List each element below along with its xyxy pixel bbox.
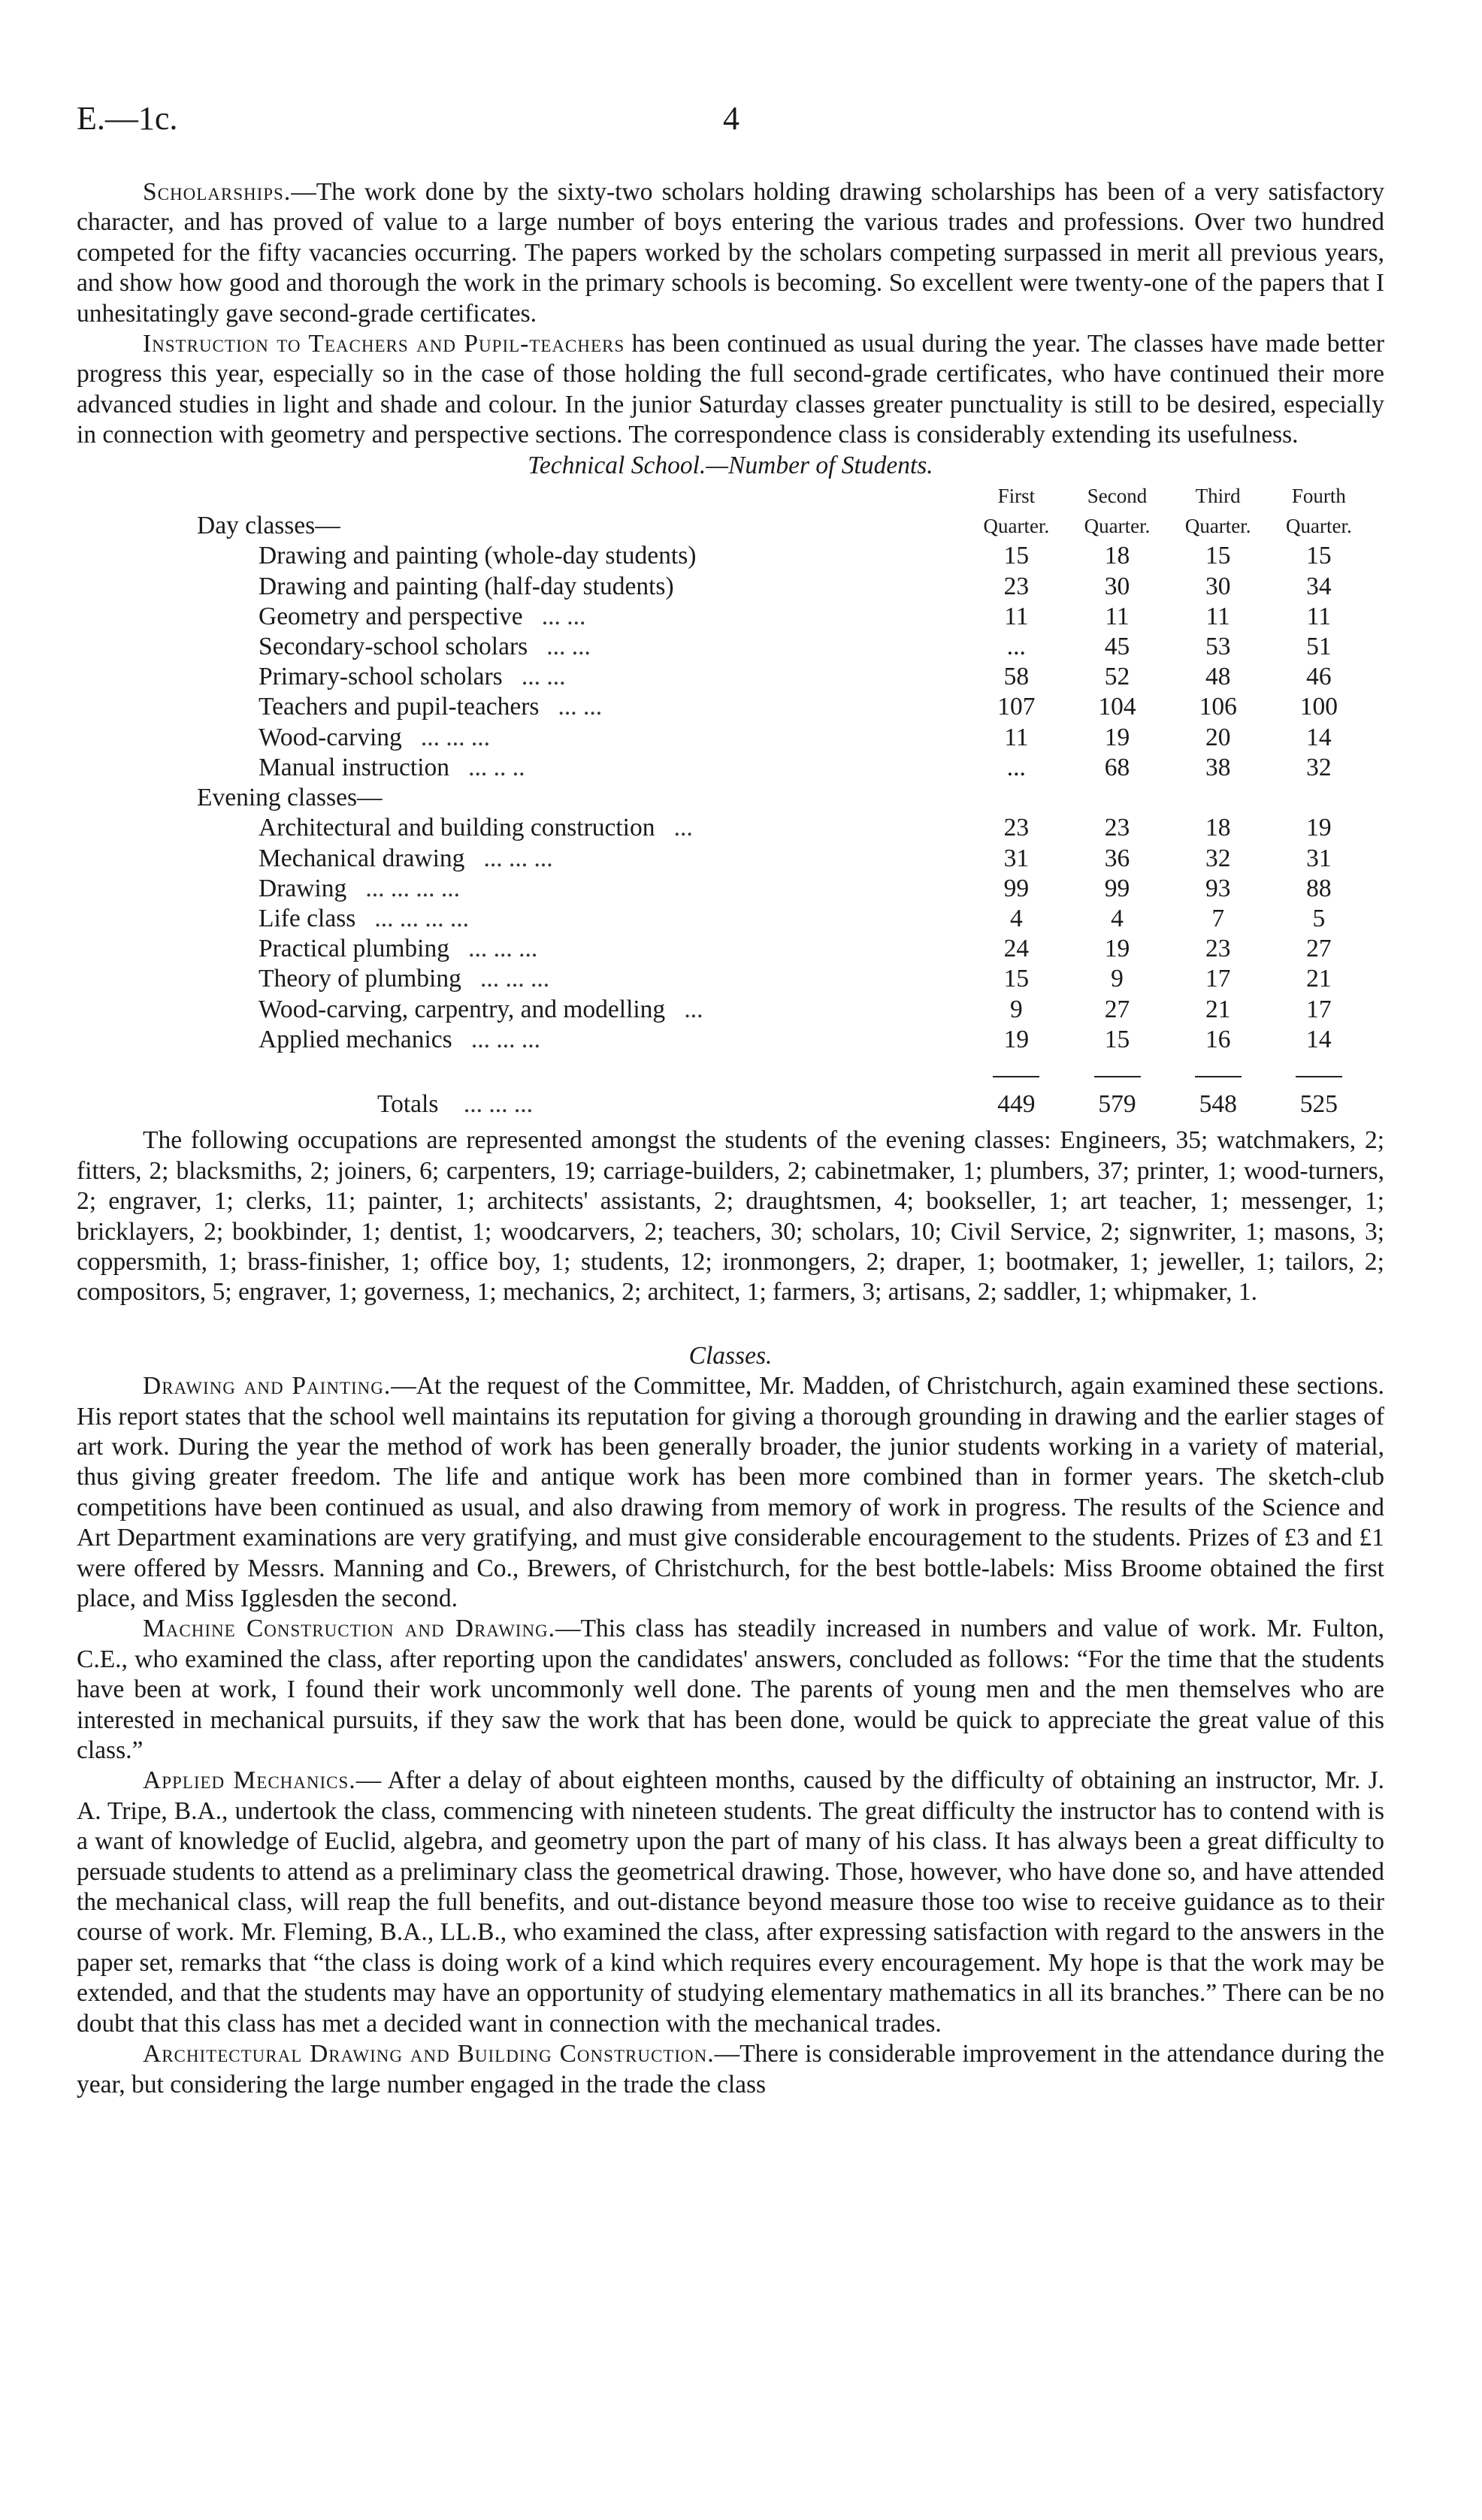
- value-cell: 88: [1306, 874, 1332, 902]
- applied-mechanics-text: — After a delay of about eighteen months, caused by the difficulty of obtaining an instructor, Mr. J. A. Tripe, B.A., undertook the class, commencing with nineteen students. The great difficulty the instructor has to contend with is a want of knowledge of Euclid, algebra, and geometry upon the part of many of his class. It has always been a great difficulty to persuade students to attend as a preliminary class the geometrical drawing. Those, however, who have done so, and have attended the mechanical class, will reap the full benefits, and out-distance beyond measure those too wise to receive guidance as to their course of work. Mr. Fleming, B.A., LL.B., who examined the class, after expressing satisfaction with regard to the answers in the paper set, remarks that “the class is doing work of a kind which requires every encouragement. My hope is that the work may be extended, and that the students may have an opportunity of studying elementary mathematics in all its branches.” There can be no doubt that this class has met a decided want in connection with the mechanical trades.: [77, 1766, 1384, 2038]
- value-cell: ...: [1006, 633, 1026, 661]
- value-cell: 20: [1205, 723, 1231, 751]
- value-cell: 51: [1306, 633, 1332, 661]
- body-text: [77, 177, 1384, 2100]
- scholarships-paragraph: [77, 177, 1384, 329]
- value-cell: 31: [1306, 844, 1332, 872]
- quarter-header-line1: Third: [1195, 485, 1241, 508]
- value-cell: 4: [1111, 904, 1124, 932]
- leader-dots: ... ... ...: [420, 723, 491, 751]
- applied-mechanics-paragraph: [77, 1766, 1384, 2039]
- row-label-text: Mechanical drawing: [259, 844, 465, 872]
- row-label: [197, 632, 966, 662]
- value-cell: 23: [1003, 572, 1030, 600]
- table-row: [197, 602, 1369, 632]
- evening-classes-heading: Evening classes—: [197, 784, 383, 812]
- table-row: [197, 692, 1369, 722]
- value-cell: 27: [1306, 935, 1332, 963]
- row-label-text: Drawing and painting (half-day students): [259, 572, 674, 600]
- table-title: Technical School.—Number of Students.: [528, 451, 933, 479]
- scholarships-text: —The work done by the sixty-two scholars holding drawing scholarships has been of a very satisfactory character, and has proved of value to a large number of boys entering the various trades and professions. Over two hundred competed for the fifty vacancies occurring. The papers worked by the scholars competing surpassed in merit all previous years, and show how good and thorough the work in the primary schools is becoming. So excellent were twenty-one of the papers that I unhesitatingly gave second-grade certificates.: [77, 178, 1384, 328]
- table-row: [197, 572, 1369, 602]
- table-row: [197, 964, 1369, 994]
- value-cell: 31: [1003, 844, 1030, 872]
- value-cell: 18: [1104, 542, 1130, 570]
- leader-dots: ... ... ...: [483, 844, 553, 872]
- quarter-header-line2: Quarter.: [1084, 515, 1151, 538]
- value-cell: 30: [1104, 572, 1130, 600]
- value-cell: 32: [1306, 753, 1332, 781]
- value-cell: 52: [1104, 663, 1130, 691]
- totals-row: [197, 1085, 1369, 1119]
- machine-heading: Machine Construction and Drawing.: [143, 1615, 556, 1643]
- occupations-paragraph: The following occupations are represented amongst the students of the evening classes: Engineers, 35; watchmakers, 2; fitters, 2; blacksmiths, 2; joiners, 6; carpenters, 19; carriage-builders, 2; cabinetmaker, 1; plumbers, 37; printer, 1; wood-turners, 2; engraver, 1; clerks, 11; painter, 1; architects' assistants, 2; draughtsmen, 4; bookseller, 1; art teacher, 1; messenger, 1; bricklayers, 2; bookbinder, 1; dentist, 1; woodcarvers, 2; teachers, 30; scholars, 10; Civil Service, 2; signwriter, 1; masons, 3; coppersmith, 1; brass-finisher, 1; office boy, 1; students, 12; ironmongers, 2; draper, 1; bootmaker, 1; jeweller, 1; tailors, 2; compositors, 5; engraver, 1; governess, 1; mechanics, 2; architect, 1; farmers, 3; artisans, 2; saddler, 1; whipmaker, 1.: [77, 1126, 1384, 1307]
- row-label: [197, 813, 966, 843]
- rule-line: [1094, 1076, 1141, 1077]
- leader-dots: ...: [673, 814, 693, 842]
- quarter-header: [1168, 481, 1269, 541]
- instruction-text: has been continued as usual during the year. The classes have made better progress this year, especially so in the case of those holding the full second-grade certificates, who have continued their more advanced studies in light and shade and colour. In the junior Saturday classes greater punctuality is still to be desired, especially in connection with geometry and perspective sections. The correspondence class is considerably extending its usefulness.: [77, 330, 1384, 449]
- total-cell: 548: [1199, 1090, 1237, 1119]
- quarter-header: [1269, 481, 1369, 541]
- table-row: [197, 541, 1369, 571]
- quarter-header: [1066, 481, 1167, 541]
- value-cell: 30: [1205, 572, 1231, 600]
- row-label: [197, 904, 966, 934]
- evening-classes-rows: [197, 813, 1369, 1055]
- totals-dots: ... ... ...: [463, 1090, 534, 1119]
- value-cell: 17: [1306, 995, 1332, 1023]
- instruction-paragraph: [77, 329, 1384, 451]
- value-cell: 19: [1104, 723, 1130, 751]
- value-cell: 24: [1003, 935, 1030, 963]
- table-row: [197, 995, 1369, 1025]
- table-row: [197, 813, 1369, 843]
- value-cell: 23: [1104, 814, 1130, 842]
- architectural-text: —There is considerable improvement in the attendance during the year, but considering the large number engaged in the trade the class: [77, 2040, 1384, 2098]
- scholarships-heading: Scholarships.: [143, 178, 292, 206]
- total-cell: 525: [1299, 1090, 1338, 1119]
- page-number: 4: [723, 100, 739, 137]
- value-cell: 106: [1199, 693, 1237, 721]
- value-cell: 34: [1306, 572, 1332, 600]
- day-classes-rows: [197, 541, 1369, 783]
- row-label: [197, 662, 966, 692]
- value-cell: 11: [1306, 602, 1332, 630]
- row-label-text: Geometry and perspective: [259, 602, 523, 630]
- value-cell: 68: [1104, 753, 1130, 781]
- value-cell: 45: [1104, 633, 1130, 661]
- total-cell: 449: [997, 1090, 1036, 1119]
- document-reference: E.—1c.: [77, 100, 178, 137]
- leader-dots: ... ... ...: [470, 1025, 540, 1053]
- machine-paragraph: [77, 1614, 1384, 1766]
- value-cell: 16: [1205, 1025, 1231, 1053]
- row-label: [197, 874, 966, 904]
- row-label: [197, 934, 966, 964]
- row-label-text: Applied mechanics: [259, 1025, 452, 1053]
- value-cell: 23: [1003, 814, 1030, 842]
- row-label-text: Architectural and building construction: [259, 814, 655, 842]
- value-cell: 36: [1104, 844, 1130, 872]
- leader-dots: ... ... ...: [468, 935, 538, 963]
- table-row: [197, 1025, 1369, 1055]
- row-label-text: Primary-school scholars: [259, 663, 503, 691]
- value-cell: 19: [1306, 814, 1332, 842]
- value-cell: 11: [1205, 602, 1230, 630]
- leader-dots: ...: [684, 995, 703, 1023]
- leader-dots: ... ...: [541, 602, 586, 630]
- applied-mechanics-heading: Applied Mechanics.: [143, 1766, 356, 1795]
- value-cell: 18: [1205, 814, 1231, 842]
- row-label-text: Wood-carving, carpentry, and modelling: [259, 995, 666, 1023]
- day-classes-heading: Day classes—: [197, 512, 340, 540]
- value-cell: 93: [1205, 874, 1231, 902]
- instruction-heading: Instruction to Teachers and Pupil-teachers: [143, 330, 625, 358]
- evening-heading-row: [197, 783, 1369, 813]
- value-cell: 7: [1211, 904, 1225, 932]
- leader-dots: ... ...: [558, 693, 603, 721]
- architectural-heading: Architectural Drawing and Building Construction.: [143, 2040, 715, 2068]
- value-cell: 100: [1299, 693, 1338, 721]
- students-table: [197, 481, 1369, 1119]
- table-row: [197, 723, 1369, 753]
- row-label: [197, 602, 966, 632]
- value-cell: 53: [1205, 633, 1231, 661]
- value-cell: 15: [1306, 542, 1332, 570]
- table-row: [197, 632, 1369, 662]
- value-cell: 99: [1003, 874, 1030, 902]
- value-cell: 9: [1111, 965, 1124, 993]
- value-cell: 15: [1205, 542, 1231, 570]
- quarter-header-line2: Quarter.: [1286, 515, 1352, 538]
- value-cell: 19: [1003, 1025, 1030, 1053]
- row-label: [197, 723, 966, 753]
- quarter-header-line1: Fourth: [1291, 485, 1346, 508]
- value-cell: 15: [1003, 965, 1030, 993]
- architectural-paragraph: [77, 2039, 1384, 2100]
- leader-dots: ... .. ..: [468, 753, 525, 781]
- quarter-header-line2: Quarter.: [983, 515, 1050, 538]
- value-cell: 23: [1205, 935, 1231, 963]
- value-cell: 27: [1104, 995, 1130, 1023]
- value-cell: 14: [1306, 1025, 1332, 1053]
- value-cell: 19: [1104, 935, 1130, 963]
- rule-line: [993, 1076, 1039, 1077]
- quarter-header: [966, 481, 1066, 541]
- rule-line: [1195, 1076, 1242, 1077]
- table-row: [197, 874, 1369, 904]
- leader-dots: ... ...: [546, 633, 591, 661]
- value-cell: 46: [1306, 663, 1332, 691]
- machine-text: —This class has steadily increased in numbers and value of work. Mr. Fulton, C.E., who examined the class, after reporting upon the candidates' answers, concluded as follows: “For the time that the students have been at work, I found their work uncommonly well done. The parents of young men and the men themselves who are interested in mechanical pursuits, if they saw the work that has been done, would be quick to appreciate the great value of this class.”: [77, 1615, 1384, 1765]
- value-cell: 48: [1205, 663, 1231, 691]
- quarter-header-line1: First: [997, 485, 1036, 508]
- value-cell: 11: [1004, 723, 1029, 751]
- table-row: [197, 844, 1369, 874]
- value-cell: 21: [1205, 995, 1231, 1023]
- value-cell: 38: [1205, 753, 1231, 781]
- value-cell: 11: [1004, 602, 1029, 630]
- leader-dots: ... ... ... ...: [374, 904, 470, 932]
- row-label-text: Life class: [259, 904, 356, 932]
- totals-label-text: Totals: [377, 1090, 439, 1119]
- value-cell: 9: [1009, 995, 1023, 1023]
- value-cell: 17: [1205, 965, 1231, 993]
- table-row: [197, 662, 1369, 692]
- table-row: [197, 753, 1369, 783]
- value-cell: ...: [1006, 753, 1026, 781]
- table-header-row: [197, 481, 1369, 541]
- drawing-painting-heading: Drawing and Painting.: [143, 1372, 392, 1401]
- value-cell: 58: [1003, 663, 1030, 691]
- drawing-painting-text: —At the request of the Committee, Mr. Madden, of Christchurch, again examined these sections. His report states that the school well maintains its reputation for giving a thorough grounding in drawing and the earlier stages of art work. During the year the method of work has been generally broader, the junior students working in a variety of material, thus giving greater freedom. The life and antique work has been more combined than in former years. The sketch-club competitions have been continued as usual, and also drawing from memory of work in progress. The results of the Science and Art Department examinations are very gratifying, and must give considerable encouragement to the students. Prizes of £3 and £1 were offered by Messrs. Manning and Co., Brewers, of Christchurch, for the best bottle-labels: Miss Broome obtained the first place, and Miss Igglesden the second.: [77, 1372, 1384, 1613]
- row-label: [197, 995, 966, 1025]
- leader-dots: ... ...: [521, 663, 566, 691]
- value-cell: 14: [1306, 723, 1332, 751]
- row-label: [197, 541, 966, 571]
- value-cell: 4: [1009, 904, 1023, 932]
- leader-dots: ... ... ... ...: [365, 874, 460, 902]
- totals-label: [197, 1085, 966, 1119]
- table-row: [197, 904, 1369, 934]
- value-cell: 15: [1104, 1025, 1130, 1053]
- value-cell: 21: [1306, 965, 1332, 993]
- table-row: [197, 934, 1369, 964]
- rule-line: [1296, 1076, 1342, 1077]
- row-label: [197, 572, 966, 602]
- classes-title: Classes.: [688, 1341, 773, 1370]
- row-label: [197, 964, 966, 994]
- quarter-header-line2: Quarter.: [1184, 515, 1251, 538]
- value-cell: 5: [1312, 904, 1326, 932]
- value-cell: 99: [1104, 874, 1130, 902]
- row-label: [197, 1025, 966, 1055]
- row-label-text: Teachers and pupil-teachers: [259, 693, 540, 721]
- value-cell: 104: [1098, 693, 1136, 721]
- row-label: [197, 692, 966, 722]
- quarter-header-line1: Second: [1087, 485, 1148, 508]
- row-label-text: Manual instruction: [259, 753, 449, 781]
- row-label-text: Secondary-school scholars: [259, 633, 528, 661]
- drawing-painting-paragraph: [77, 1371, 1384, 1614]
- leader-dots: ... ... ...: [479, 965, 550, 993]
- row-label-text: Practical plumbing: [259, 935, 449, 963]
- row-label: [197, 753, 966, 783]
- value-cell: 32: [1205, 844, 1231, 872]
- value-cell: 11: [1105, 602, 1130, 630]
- row-label-text: Drawing and painting (whole-day students): [259, 542, 697, 570]
- row-label: [197, 844, 966, 874]
- row-label-text: Wood-carving: [259, 723, 402, 751]
- total-cell: 579: [1098, 1090, 1136, 1119]
- value-cell: 15: [1003, 542, 1030, 570]
- row-label-text: Theory of plumbing: [259, 965, 461, 993]
- totals-rule-row: [197, 1055, 1369, 1085]
- row-label-text: Drawing: [259, 874, 347, 902]
- value-cell: 107: [997, 693, 1036, 721]
